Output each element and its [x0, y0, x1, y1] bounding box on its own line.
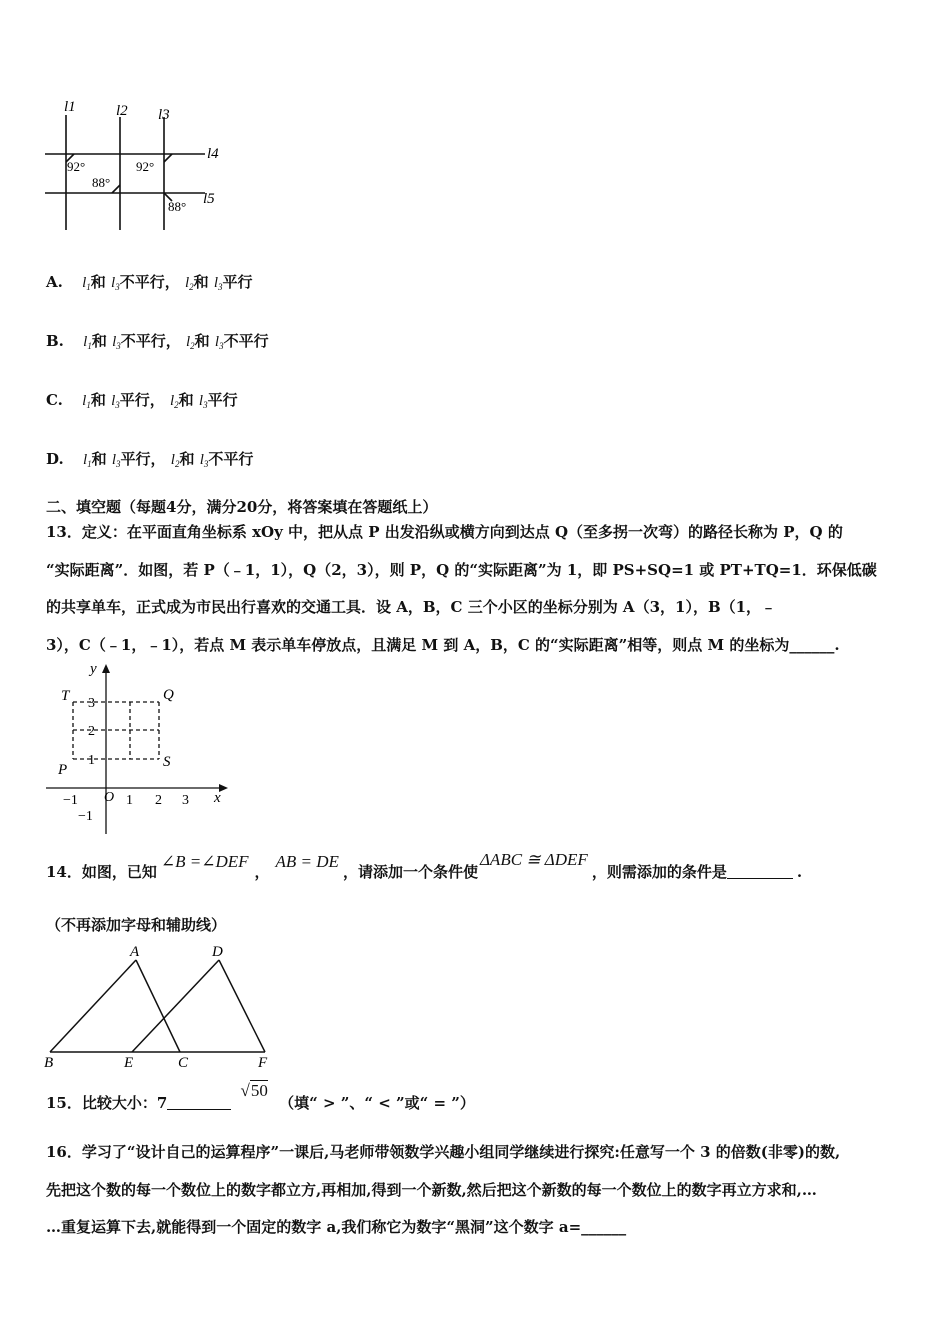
option-text: 不平行 [208, 450, 254, 468]
q14-condition-angle: ∠B =∠DEF [160, 852, 249, 871]
vertex-label-f: F [258, 1055, 268, 1070]
option-word: 和 [194, 332, 210, 350]
vertex-label-e: E [124, 1055, 134, 1070]
line-symbol: l [213, 275, 219, 291]
option-text: 不平行， [119, 273, 180, 291]
option-c [46, 390, 238, 415]
line-symbol: l [112, 334, 117, 350]
section-heading: 二、填空题（每题4分，满分20分，将答案填在答题纸上） [46, 498, 438, 516]
line-index: 1 [86, 400, 91, 410]
q15-statement [46, 1081, 475, 1113]
origin-label: O [104, 790, 115, 805]
y-tick-label: 3 [88, 696, 95, 711]
label-l4: l4 [207, 146, 219, 162]
q14-middle: ，请添加一个条件使 [342, 863, 478, 881]
point-label-t: T [61, 688, 70, 704]
option-d [46, 449, 253, 474]
q14-end: . [796, 863, 803, 881]
vertex-label-d: D [212, 944, 223, 960]
coordinate-graph [44, 662, 234, 837]
line-symbol: l [111, 275, 116, 291]
line-index: 3 [115, 282, 120, 292]
line-index: 1 [87, 341, 92, 351]
angle-label: 92° [67, 159, 86, 174]
label-l1: l1 [64, 99, 76, 115]
line-symbol: l [184, 275, 190, 291]
y-axis-label: y [90, 662, 97, 677]
q14-comma: ， [254, 863, 270, 881]
option-text: 平行， [120, 450, 166, 468]
line-index: 3 [219, 341, 224, 351]
point-label-p: P [58, 762, 68, 778]
x-tick-label: 3 [182, 793, 189, 808]
line-index: 1 [86, 282, 91, 292]
point-label-s: S [163, 754, 171, 770]
line-symbol: l [198, 393, 204, 409]
option-text: 平行 [207, 391, 238, 409]
q15-answer-blank[interactable] [167, 1095, 231, 1110]
line-index: 3 [203, 400, 208, 410]
option-b [46, 331, 269, 356]
option-word: 和 [91, 450, 107, 468]
line-symbol: l [82, 275, 87, 291]
q14-statement [46, 850, 803, 882]
q13-line: 13．定义：在平面直角坐标系 xOy 中，把从点 P 出发沿纵或横方向到达点 Q（至多拐一次弯）的路径长称为 P，Q 的 [46, 523, 843, 541]
y-tick-label: 1 [88, 753, 95, 768]
angle-label: 92° [136, 159, 155, 174]
line-symbol: l [185, 334, 191, 350]
line-index: 3 [116, 459, 121, 469]
option-letter: C. [46, 391, 63, 409]
option-text: 平行 [222, 273, 253, 291]
q16-line: …重复运算下去,就能得到一个固定的数字 a,我们称它为数字“黑洞”这个数字 a=______ [46, 1218, 627, 1236]
line-index: 3 [203, 459, 209, 469]
option-a [46, 272, 253, 297]
q15-suffix: （填“ > ”、“ < ”或“ = ”） [279, 1094, 475, 1112]
vertex-label-a: A [130, 944, 140, 960]
line-symbol: l [170, 452, 175, 468]
option-word: 和 [91, 332, 107, 350]
option-word: 和 [179, 450, 195, 468]
vertex-label-b: B [44, 1055, 54, 1070]
option-word: 和 [90, 273, 106, 291]
option-text: 不平行 [223, 332, 269, 350]
x-tick-label: 1 [126, 793, 133, 808]
point-label-q: Q [163, 687, 174, 703]
q16-line: 先把这个数的每一个数位上的数字都立方,再相加,得到一个新数,然后把这个新数的每一个数位上的数字再立方求和,… [46, 1181, 817, 1199]
option-word: 和 [178, 391, 194, 409]
option-text: 平行， [119, 391, 165, 409]
line-index: 2 [174, 459, 180, 469]
x-axis-label: x [214, 790, 221, 806]
angle-label: 88° [168, 199, 187, 214]
line-symbol: l [169, 393, 175, 409]
triangle-figure [40, 940, 280, 1070]
q13-line: “实际距离”．如图，若 P（﹣1，1），Q（2，3），则 P，Q 的“实际距离”为 1，即 PS+SQ=1 或 PT+TQ=1．环保低碳 [46, 561, 877, 579]
q14-suffix: ，则需添加的条件是 [591, 863, 727, 881]
line-index: 3 [115, 400, 120, 410]
label-l2: l2 [116, 103, 128, 119]
line-symbol: l [82, 393, 87, 409]
x-tick-label: −1 [63, 793, 78, 808]
line-symbol: l [82, 452, 88, 468]
sqrt-radicand: 50 [250, 1081, 268, 1100]
q14-prefix: 14．如图，已知 [46, 863, 157, 881]
y-tick-label: 2 [88, 724, 95, 739]
q14-condition-side: AB = DE [275, 852, 339, 871]
option-letter: A. [46, 273, 63, 291]
q15-prefix: 15．比较大小：7 [46, 1094, 168, 1112]
vertex-label-c: C [178, 1055, 189, 1070]
line-symbol: l [111, 452, 117, 468]
label-l3: l3 [158, 107, 170, 123]
option-letter: B. [46, 332, 64, 350]
angle-label: 88° [92, 175, 111, 190]
sqrt-expression: √50 [240, 1081, 268, 1100]
option-text: 不平行， [120, 332, 181, 350]
q14-congruence: ΔABC ≅ ΔDEF [479, 850, 588, 869]
line-symbol: l [214, 334, 220, 350]
option-word: 和 [193, 273, 209, 291]
line-index: 2 [189, 282, 194, 292]
line-index: 2 [174, 400, 179, 410]
q13-line: 的共享单车，正式成为市民出行喜欢的交通工具．设 A，B，C 三个小区的坐标分别为 A（3，1），B（1，﹣ [46, 598, 777, 616]
x-tick-label: 2 [155, 793, 162, 808]
y-tick-label: −1 [78, 809, 93, 824]
q14-answer-blank[interactable] [727, 864, 793, 879]
option-letter: D. [46, 450, 64, 468]
line-symbol: l [111, 393, 116, 409]
option-word: 和 [90, 391, 106, 409]
parallel-lines-figure [40, 95, 240, 235]
line-index: 3 [218, 282, 223, 292]
line-index: 2 [190, 341, 195, 351]
line-symbol: l [83, 334, 88, 350]
line-index: 3 [116, 341, 121, 351]
line-index: 1 [87, 459, 92, 469]
q14-note: （不再添加字母和辅助线） [46, 916, 227, 934]
q16-line: 16．学习了“设计自己的运算程序”一课后,马老师带领数学兴趣小组同学继续进行探究:任意写一个 3 的倍数(非零)的数, [46, 1143, 841, 1161]
label-l5: l5 [203, 191, 215, 207]
q13-line: 3），C（﹣1，﹣1），若点 M 表示单车停放点，且满足 M 到 A，B，C 的“实际距离”相等，则点 M 的坐标为______. [46, 636, 840, 654]
line-symbol: l [199, 452, 204, 468]
